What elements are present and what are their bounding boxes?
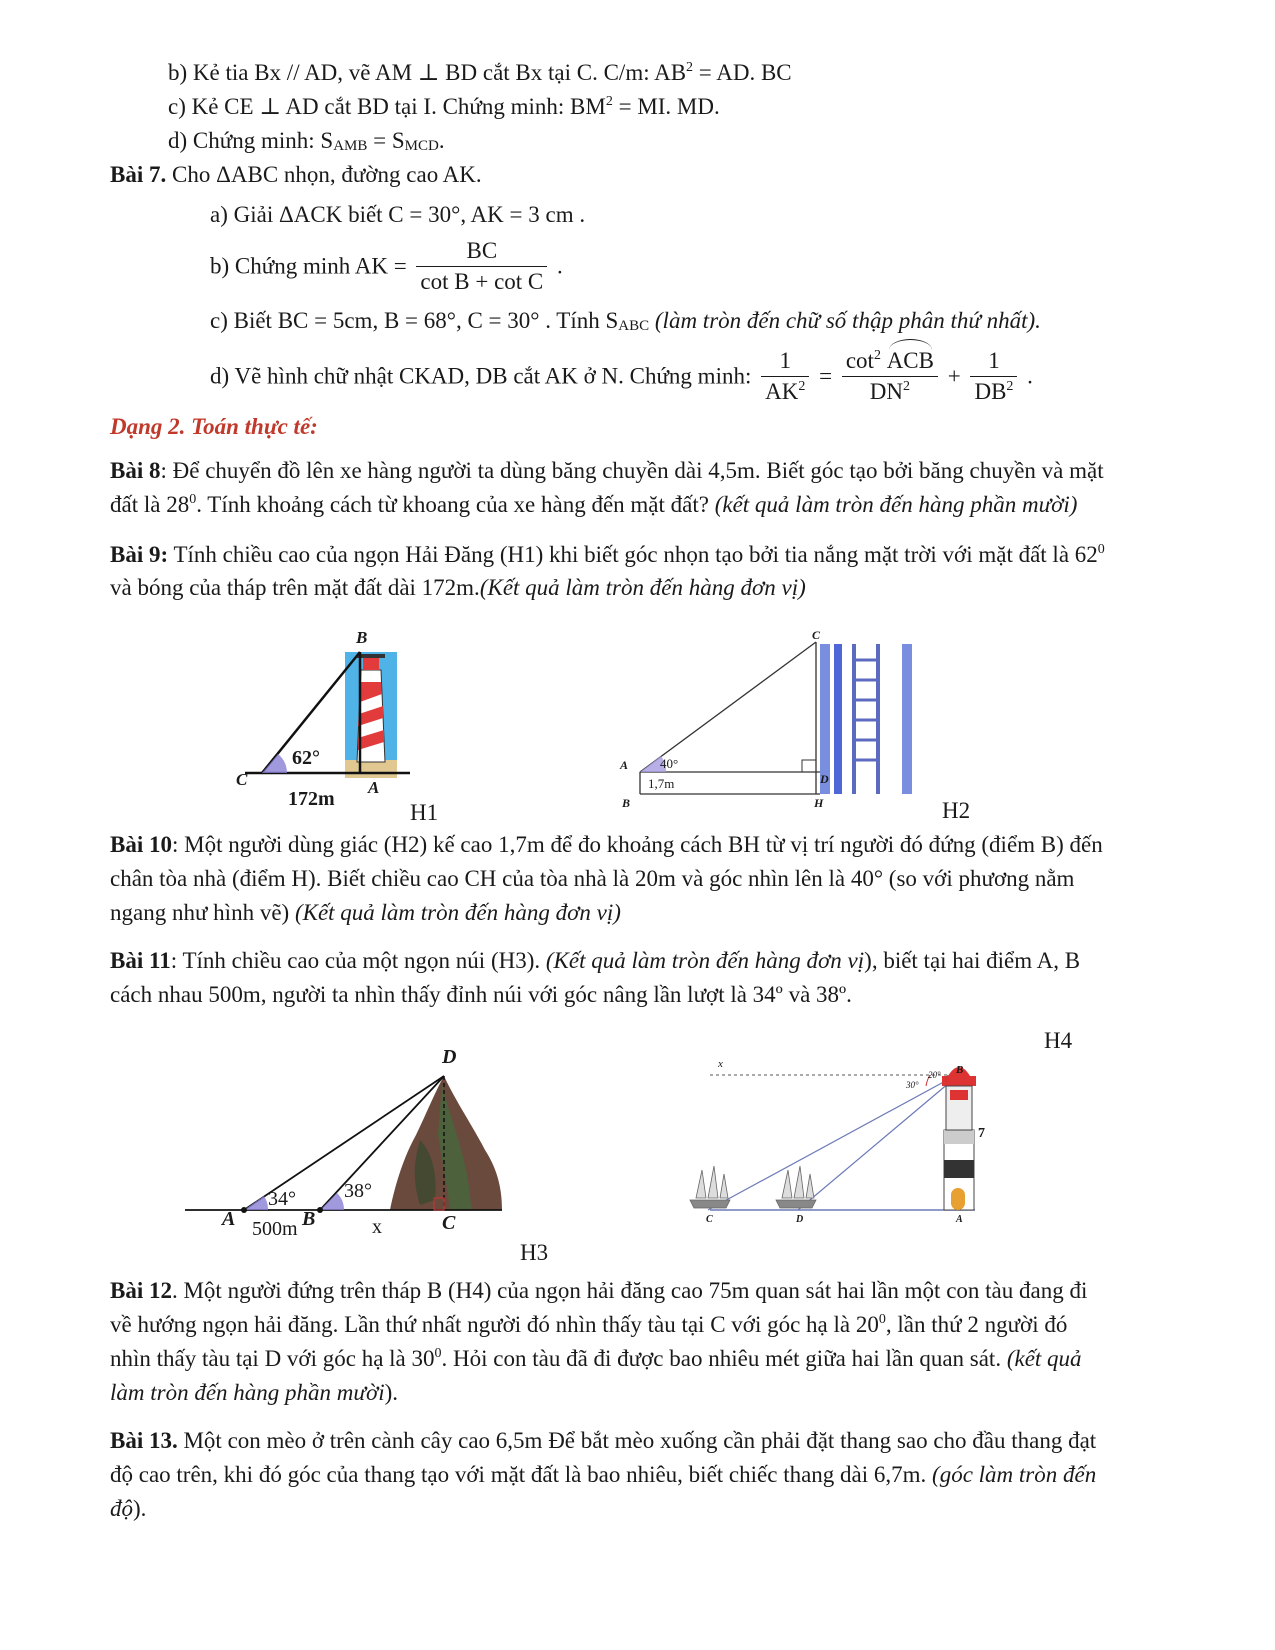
- h2-angle: 40°: [660, 756, 679, 771]
- h2-label-D: D: [820, 772, 829, 786]
- h1-label-A: A: [368, 778, 380, 797]
- ship-d: [776, 1166, 816, 1208]
- bai7-a: a) Giải ΔACK biết C = 30°, AK = 3 cm .: [210, 202, 586, 227]
- figure-h4-lighthouse-ships: [680, 1050, 1000, 1230]
- h4-label-x: x: [718, 1058, 723, 1070]
- ship-c: [690, 1166, 730, 1208]
- h4-label-C: C: [706, 1214, 713, 1225]
- bai13-line1: Bài 13. Một con mèo ở trên cành cây cao 6,5m Để bắt mèo xuống cần phải đặt thang sao cho đầu thang đạt: [110, 1428, 1097, 1453]
- h2-caption: H2: [942, 798, 971, 823]
- bai11-line2: cách nhau 500m, người ta nhìn thấy đỉnh núi với góc nâng lần lượt là 34º và 38º.: [110, 982, 852, 1007]
- bai8-line2: đất là $28^0$. Tính khoảng cách từ khoang của xe hàng đến mặt đất? (kết quả làm tròn đến hàng phần mười): [110, 492, 1078, 517]
- fraction: $\frac{1}{AK^2}$: [761, 346, 809, 407]
- bai12-line3: nhìn thấy tàu tại D với góc hạ là $30^0$. Hỏi con tàu đã đi được bao nhiêu mét giữa hai lần quan sát. (kết quả: [110, 1346, 1082, 1371]
- bai10-line3: ngang như hình vẽ) (Kết quả làm tròn đến hàng đơn vị): [110, 900, 621, 925]
- bai6-b: b) Kẻ tia Bx // AD, vẽ AM ⊥ BD cắt Bx tại C. C/m: $AB^2$ = AD. BC: [168, 60, 792, 85]
- bai13-line2: độ cao trên, khi đó góc của thang tạo với mặt đất là bao nhiêu, biết chiếc thang dài 6,7m. (góc làm tròn đến: [110, 1462, 1097, 1487]
- section-heading: Dạng 2. Toán thực tế:: [110, 414, 318, 439]
- h1-label-C: C: [236, 770, 248, 789]
- bai13-line3: độ).: [110, 1496, 147, 1521]
- h4-label-D: D: [796, 1214, 804, 1225]
- fraction: $\frac{1}{DB^2}$: [970, 346, 1017, 407]
- h3-label-A: A: [222, 1208, 236, 1230]
- h4-caption: H4: [1044, 1028, 1073, 1053]
- bai11-line1: Bài 11: Tính chiều cao của một ngọn núi (H3). (Kết quả làm tròn đến hàng đơn vị), biết tại hai điểm A, B: [110, 948, 1081, 973]
- h3-length: 500m: [252, 1218, 298, 1240]
- h3-angle-34: 34°: [268, 1188, 296, 1210]
- bai7-c: c) Biết BC = 5cm, B = 68°, C = 30° . Tính $S_{ABC}$ (làm tròn đến chữ số thập phân thứ nhất).: [210, 308, 1041, 334]
- bai10-line2: chân tòa nhà (điểm H). Biết chiều cao CH của tòa nhà là 20m và góc nhìn lên là 40° (so với phương nằm: [110, 866, 1075, 891]
- bai6-d: d) Chứng minh: $S_{AMB} = S_{MCD}$.: [168, 128, 445, 154]
- h3-label-B: B: [302, 1208, 316, 1230]
- bai12-line4: làm tròn đến hàng phần mười).: [110, 1380, 399, 1405]
- h2-label-A: A: [620, 758, 629, 772]
- h4-angle-20: 20°: [928, 1070, 941, 1080]
- h4-label-B: B: [956, 1064, 964, 1076]
- h3-angle-38: 38°: [344, 1180, 372, 1202]
- h4-label-A: A: [956, 1214, 963, 1225]
- bai10-line1: Bài 10: Một người dùng giác (H2) kế cao 1,7m để đo khoảng cách BH từ vị trí người đó đứng (điểm B) đến: [110, 832, 1103, 857]
- h2-label-B: B: [622, 796, 631, 810]
- h4-angle-30: 30°: [906, 1080, 919, 1090]
- h3-label-D: D: [442, 1046, 457, 1068]
- h2-label-C: C: [812, 628, 821, 642]
- h2-length: 1,7m: [648, 776, 675, 791]
- bai6-c: c) Kẻ CE ⊥ AD cắt BD tại I. Chứng minh: $BM^2$ = MI. MD.: [168, 94, 720, 119]
- figure-h2-building: [630, 630, 930, 810]
- fraction: $\frac{BC}{\text{cot B + cot C}}$: [416, 236, 547, 297]
- bai7-b: b) Chứng minh AK = $\frac{BC}{\text{cot B + cot C}}$ .: [210, 236, 563, 297]
- h4-height: 7: [978, 1126, 985, 1141]
- bai9-line1: Bài 9: Tính chiều cao của ngọn Hải Đăng (H1) khi biết góc nhọn tạo bởi tia nắng mặt trời với mặt đất là $62^0$: [110, 542, 1105, 567]
- bai12-line1: Bài 12. Một người đứng trên tháp B (H4) của ngọn hải đăng cao 75m quan sát hai lần một con tàu đang đi: [110, 1278, 1088, 1303]
- h1-length: 172m: [288, 788, 335, 810]
- bai7-intro: Bài 7. Cho ΔABC nhọn, đường cao AK.: [110, 162, 482, 187]
- h1-angle: 62°: [292, 747, 320, 769]
- h3-caption: H3: [520, 1240, 549, 1265]
- bai7-d: d) Vẽ hình chữ nhật CKAD, DB cắt AK ở N. Chứng minh: $\frac{1}{AK^2}$ = $\frac{\cot^2 ACB}{DN^2}$ + $\frac{1}{DB^2}$ .: [210, 346, 1033, 407]
- h1-label-B: B: [356, 628, 368, 647]
- h1-caption: H1: [410, 800, 439, 825]
- bai8-line1: Bài 8: Để chuyển đồ lên xe hàng người ta dùng băng chuyền dài 4,5m. Biết góc tạo bởi băng chuyền và mặt: [110, 458, 1104, 483]
- figure-h1-lighthouse: [225, 630, 485, 830]
- bai12-line2: về hướng ngọn hải đăng. Lần thứ nhất người đó nhìn thấy tàu tại C với góc hạ là $20^0$, lần thứ 2 người đó: [110, 1312, 1068, 1337]
- h2-label-H: H: [814, 796, 824, 810]
- h3-label-x: x: [372, 1216, 382, 1238]
- bai9-line2: và bóng của tháp trên mặt đất dài 172m.(Kết quả làm tròn đến hàng đơn vị): [110, 575, 806, 600]
- fraction: $\frac{\cot^2 ACB}{DN^2}$: [842, 346, 938, 407]
- h3-label-C: C: [442, 1212, 456, 1234]
